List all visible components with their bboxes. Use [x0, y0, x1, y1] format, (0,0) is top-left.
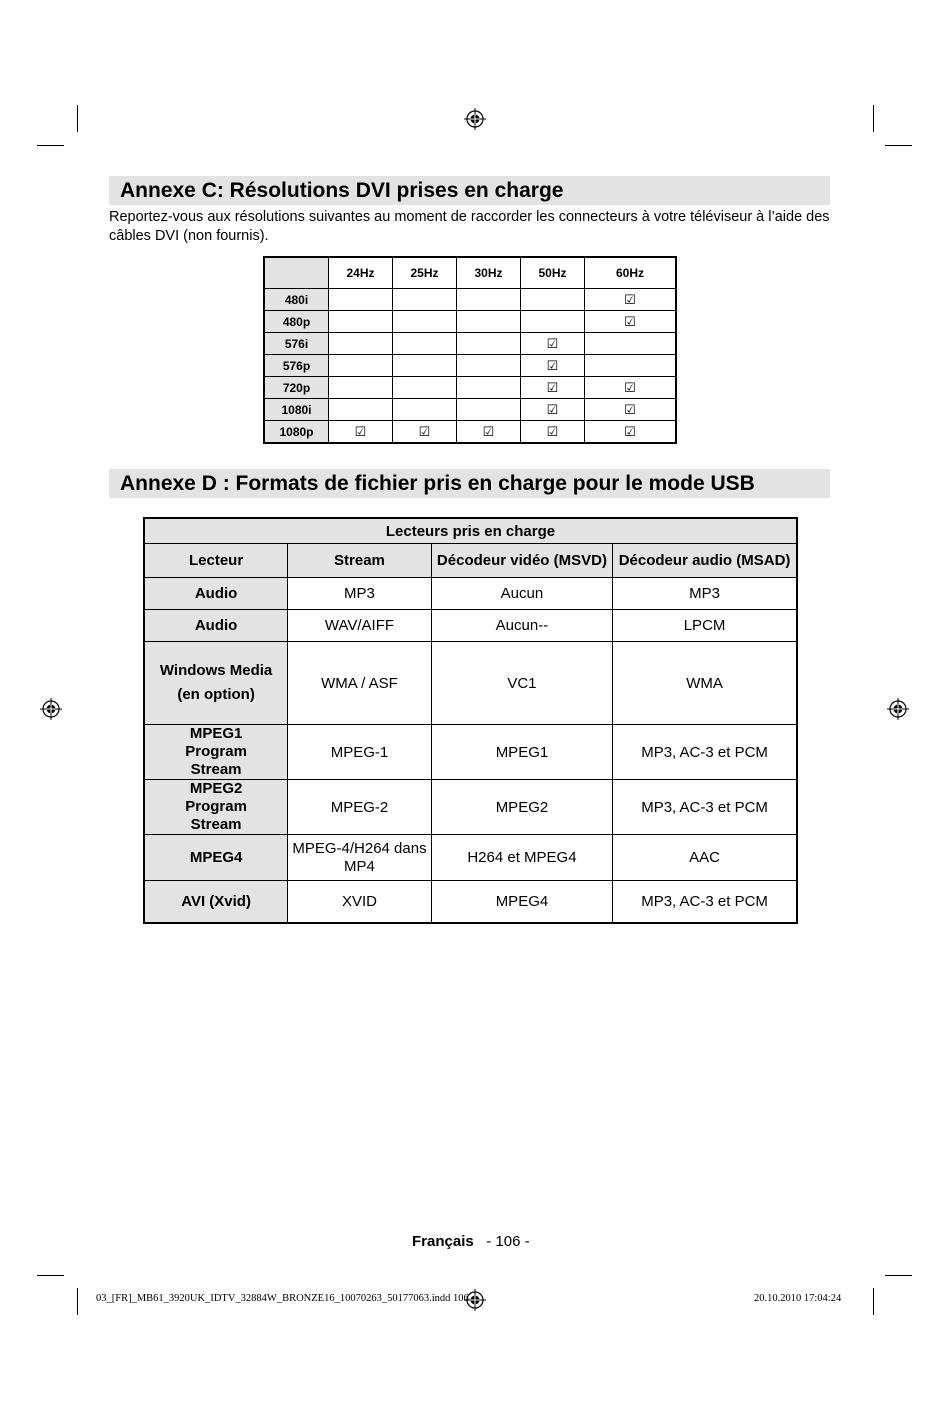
- video-decoder-cell: Aucun: [431, 578, 612, 610]
- stream-cell: MPEG-2: [288, 780, 432, 835]
- crop-mark: [885, 1275, 912, 1276]
- table-row: [264, 333, 676, 355]
- resolution-label: 480i: [264, 289, 329, 311]
- resolution-label: 480p: [264, 311, 329, 333]
- dvi-column-header: 30Hz: [457, 257, 521, 289]
- check-cell: [393, 399, 457, 421]
- table-row: [264, 311, 676, 333]
- check-cell: ☑: [585, 399, 677, 421]
- check-cell: [457, 289, 521, 311]
- check-cell: ☑: [585, 377, 677, 399]
- annex-c-title: Annexe C: Résolutions DVI prises en charge: [120, 179, 564, 202]
- check-cell: [457, 333, 521, 355]
- crop-mark: [873, 1288, 874, 1315]
- check-cell: ☑: [521, 421, 585, 444]
- check-cell: [329, 355, 393, 377]
- usb-header-row: [144, 544, 797, 578]
- annex-c-header: [109, 176, 830, 205]
- annex-d-header: [109, 469, 830, 498]
- check-cell: [393, 289, 457, 311]
- audio-decoder-cell: MP3, AC-3 et PCM: [613, 725, 797, 780]
- print-date: 20.10.2010 17:04:24: [754, 1293, 842, 1304]
- lecteur-cell: Audio: [144, 578, 288, 610]
- check-cell: ☑: [393, 421, 457, 444]
- check-cell: [329, 399, 393, 421]
- check-cell: [457, 377, 521, 399]
- dvi-column-header: 25Hz: [393, 257, 457, 289]
- stream-cell: MPEG-1: [288, 725, 432, 780]
- crop-mark: [77, 1288, 78, 1315]
- dvi-corner-cell: [264, 257, 329, 289]
- lecteur-cell: [144, 642, 288, 725]
- usb-table-title: Lecteurs pris en charge: [144, 518, 797, 544]
- check-cell: [521, 311, 585, 333]
- resolution-label: 1080p: [264, 421, 329, 444]
- stream-cell: WAV/AIFF: [288, 610, 432, 642]
- check-cell: [457, 399, 521, 421]
- check-cell: ☑: [521, 333, 585, 355]
- registration-mark-icon: [887, 698, 909, 720]
- check-cell: [585, 355, 677, 377]
- video-decoder-cell: MPEG4: [431, 881, 612, 923]
- table-row: [264, 399, 676, 421]
- check-cell: [457, 355, 521, 377]
- file-slug: 03_[FR]_MB61_3920UK_IDTV_32884W_BRONZE16_10070263_50177063.indd 106: [96, 1293, 469, 1304]
- usb-column-header: Décodeur audio (MSAD): [613, 544, 797, 578]
- check-cell: ☑: [521, 355, 585, 377]
- table-row: [264, 377, 676, 399]
- lecteur-cell: MPEG4: [144, 835, 288, 881]
- usb-formats-table: [143, 517, 798, 924]
- table-row: [144, 881, 797, 923]
- page-number: - 106 -: [486, 1233, 530, 1250]
- dvi-header-row: [264, 257, 676, 289]
- audio-decoder-cell: MP3, AC-3 et PCM: [613, 881, 797, 923]
- audio-decoder-cell: LPCM: [613, 610, 797, 642]
- table-row: [144, 835, 797, 881]
- video-decoder-cell: VC1: [431, 642, 612, 725]
- lecteur-line: (en option): [177, 686, 255, 703]
- resolution-label: 720p: [264, 377, 329, 399]
- video-decoder-cell: H264 et MPEG4: [431, 835, 612, 881]
- registration-mark-icon: [464, 108, 486, 130]
- audio-decoder-cell: MP3: [613, 578, 797, 610]
- registration-mark-icon: [40, 698, 62, 720]
- check-cell: ☑: [585, 421, 677, 444]
- crop-mark: [77, 105, 78, 132]
- lecteur-cell: MPEG1 Program Stream: [144, 725, 288, 780]
- lecteur-line: Windows Media: [159, 662, 273, 679]
- check-cell: ☑: [585, 311, 677, 333]
- audio-decoder-cell: AAC: [613, 835, 797, 881]
- table-row: [264, 355, 676, 377]
- stream-cell: XVID: [288, 881, 432, 923]
- table-row: [144, 578, 797, 610]
- lecteur-cell: Audio: [144, 610, 288, 642]
- footer-language: Français: [412, 1233, 474, 1250]
- check-cell: ☑: [457, 421, 521, 444]
- crop-mark: [873, 105, 874, 132]
- lecteur-cell: MPEG2 Program Stream: [144, 780, 288, 835]
- usb-column-header: Stream: [288, 544, 432, 578]
- check-cell: [521, 289, 585, 311]
- check-cell: ☑: [521, 377, 585, 399]
- check-cell: [329, 377, 393, 399]
- check-cell: [329, 311, 393, 333]
- video-decoder-cell: MPEG1: [431, 725, 612, 780]
- table-row: [144, 725, 797, 780]
- table-row: [144, 610, 797, 642]
- table-row: [144, 780, 797, 835]
- crop-mark: [37, 145, 64, 146]
- check-cell: ☑: [585, 289, 677, 311]
- video-decoder-cell: MPEG2: [431, 780, 612, 835]
- check-cell: [457, 311, 521, 333]
- usb-column-header: Lecteur: [144, 544, 288, 578]
- table-row: [264, 421, 676, 444]
- check-cell: ☑: [521, 399, 585, 421]
- resolution-label: 576i: [264, 333, 329, 355]
- dvi-column-header: 60Hz: [585, 257, 677, 289]
- check-cell: ☑: [329, 421, 393, 444]
- crop-mark: [37, 1275, 64, 1276]
- audio-decoder-cell: WMA: [613, 642, 797, 725]
- stream-cell: WMA / ASF: [288, 642, 432, 725]
- usb-column-header: Décodeur vidéo (MSVD): [431, 544, 612, 578]
- check-cell: [585, 333, 677, 355]
- crop-mark: [885, 145, 912, 146]
- page-footer: [412, 1233, 530, 1250]
- dvi-column-header: 24Hz: [329, 257, 393, 289]
- resolution-label: 1080i: [264, 399, 329, 421]
- usb-title-row: [144, 518, 797, 544]
- dvi-resolution-table: [263, 256, 677, 444]
- audio-decoder-cell: MP3, AC-3 et PCM: [613, 780, 797, 835]
- check-cell: [329, 289, 393, 311]
- check-cell: [393, 377, 457, 399]
- check-cell: [393, 355, 457, 377]
- lecteur-cell: AVI (Xvid): [144, 881, 288, 923]
- video-decoder-cell: Aucun--: [431, 610, 612, 642]
- table-row: [144, 642, 797, 725]
- table-row: [264, 289, 676, 311]
- stream-cell: MP3: [288, 578, 432, 610]
- check-cell: [393, 311, 457, 333]
- check-cell: [329, 333, 393, 355]
- check-cell: [393, 333, 457, 355]
- stream-cell: MPEG-4/H264 dans MP4: [288, 835, 432, 881]
- resolution-label: 576p: [264, 355, 329, 377]
- annex-c-intro: Reportez-vous aux résolutions suivantes au moment de raccorder les connecteurs à votre téléviseur à l’aide des câbles DVI (non fournis).: [109, 209, 830, 244]
- dvi-column-header: 50Hz: [521, 257, 585, 289]
- annex-d-title: Annexe D : Formats de fichier pris en charge pour le mode USB: [120, 472, 755, 495]
